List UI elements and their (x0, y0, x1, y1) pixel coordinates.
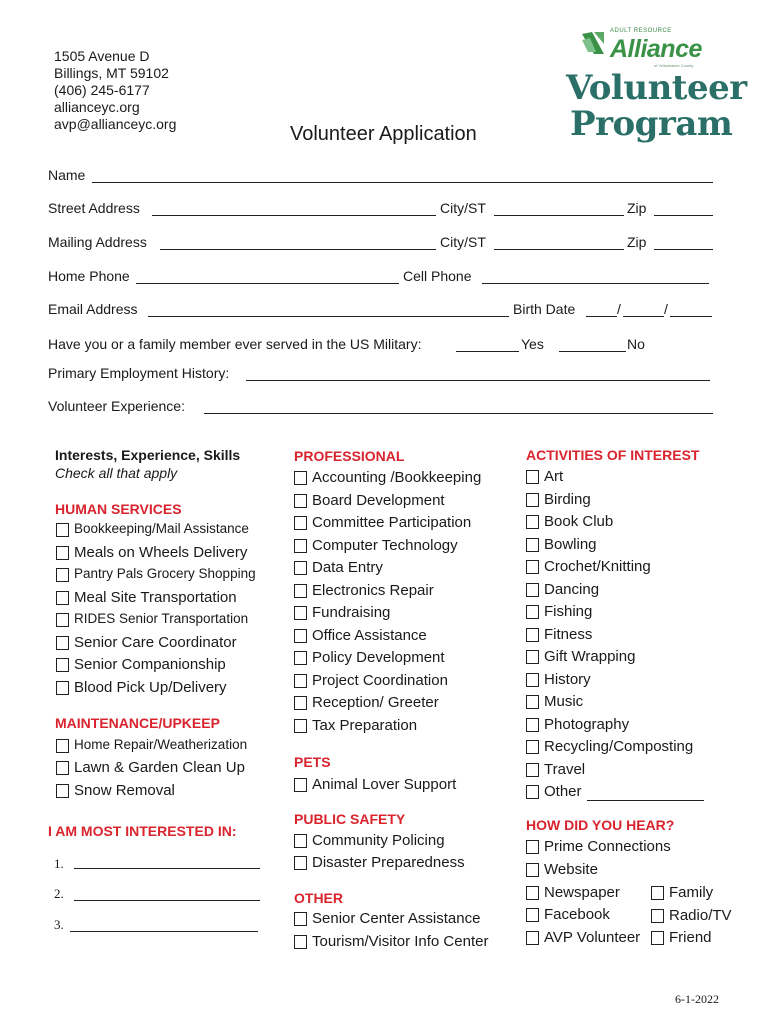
cell-phone-label: Cell Phone (403, 268, 472, 284)
birth-month-field[interactable] (586, 316, 617, 317)
checkbox-label: Friend (669, 929, 712, 946)
logo-tagline: of Yellowstone County (654, 63, 694, 68)
checkbox-label: Music (544, 693, 584, 710)
alliance-logo (566, 24, 747, 144)
checkbox-label: Community Policing (312, 832, 445, 849)
checkbox-label: Home Repair/Weatherization (74, 737, 248, 752)
city-st2-label: City/ST (440, 234, 486, 250)
email-field[interactable] (148, 316, 509, 317)
checkbox[interactable] (294, 629, 307, 643)
checkbox[interactable] (56, 546, 69, 560)
page-title: Volunteer Application (290, 123, 477, 145)
professional-heading: PROFESSIONAL (294, 448, 405, 464)
checkbox[interactable] (526, 886, 539, 900)
checkbox[interactable] (526, 931, 539, 945)
checkbox[interactable] (294, 696, 307, 710)
other-heading: OTHER (294, 890, 343, 906)
public-safety-heading: PUBLIC SAFETY (294, 811, 406, 827)
checkbox-label: Policy Development (312, 649, 445, 666)
checkbox[interactable] (526, 695, 539, 709)
logo-program-line2: Program (570, 104, 733, 144)
name-field[interactable] (92, 182, 713, 183)
checkbox-label: Facebook (544, 906, 610, 924)
checkbox-label: Fishing (544, 603, 593, 620)
maintenance-heading: MAINTENANCE/UPKEEP (55, 715, 220, 731)
checkbox-label: Radio/TV (669, 906, 732, 924)
checkbox[interactable] (651, 931, 664, 945)
contact-address-line1: 1505 Avenue D (54, 48, 150, 64)
checkbox-label: Website (544, 860, 598, 878)
checkbox-label: Computer Technology (312, 536, 458, 554)
checkbox-label: Fitness (544, 625, 593, 643)
interest-1-label: 1. (54, 856, 64, 871)
checkbox[interactable] (526, 650, 539, 664)
zip-field[interactable] (654, 215, 713, 216)
name-label: Name (48, 167, 86, 183)
checkbox-label: Tax Preparation (312, 716, 418, 734)
interest-2-label: 2. (54, 886, 64, 901)
email-label: Email Address (48, 301, 138, 317)
interests-heading: Interests, Experience, Skills (55, 447, 241, 463)
checkbox[interactable] (526, 538, 539, 552)
checkbox[interactable] (56, 591, 69, 605)
birth-year-field[interactable] (670, 316, 712, 317)
contact-info (54, 48, 176, 133)
checkbox-label: Senior Companionship (74, 656, 226, 673)
checkbox[interactable] (526, 493, 539, 507)
checkbox[interactable] (294, 856, 307, 870)
checkbox-label: Travel (544, 760, 586, 778)
checkbox-label: Birding (544, 490, 591, 508)
checkbox[interactable] (294, 584, 307, 598)
checkbox-label: Book Club (544, 513, 614, 530)
checkbox-label: Senior Center Assistance (312, 910, 481, 927)
military-no-field[interactable] (559, 351, 626, 352)
experience-label: Volunteer Experience: (48, 398, 185, 414)
interest-2-field[interactable] (74, 900, 260, 901)
human-services-heading: HUMAN SERVICES (55, 501, 182, 517)
military-no-label: No (627, 336, 645, 352)
checkbox-label: Project Coordination (312, 671, 448, 689)
checkbox[interactable] (526, 628, 539, 642)
checkbox[interactable] (56, 523, 69, 537)
checkbox-label: Recycling/Composting (544, 738, 694, 755)
checkbox[interactable] (526, 673, 539, 687)
birth-day-field[interactable] (623, 316, 664, 317)
date-sep-1: / (617, 301, 621, 317)
birth-date-label: Birth Date (513, 301, 576, 317)
leaf-icon (580, 30, 606, 56)
checkbox-label: RIDES Senior Transportation (74, 611, 249, 626)
checkbox-label: Meal Site Transportation (74, 588, 237, 606)
checkbox[interactable] (294, 834, 307, 848)
interest-1-field[interactable] (74, 868, 260, 869)
checkbox[interactable] (294, 494, 307, 508)
checkbox[interactable] (526, 470, 539, 484)
checkbox[interactable] (294, 471, 307, 485)
cell-phone-field[interactable] (482, 283, 709, 284)
checkbox-label: Bookkeeping/Mail Assistance (74, 521, 249, 536)
checkbox-label: Photography (544, 715, 630, 733)
checkbox-label: Tourism/Visitor Info Center (312, 933, 489, 950)
checkbox[interactable] (294, 778, 307, 792)
checkbox[interactable] (651, 909, 664, 923)
city-st-label: City/ST (440, 200, 486, 216)
contact-email: avp@allianceyc.org (54, 116, 177, 132)
military-question: Have you or a family member ever served in the US Military: (48, 336, 422, 352)
mailing-field[interactable] (160, 249, 436, 250)
checkbox[interactable] (294, 651, 307, 665)
military-yes-field[interactable] (456, 351, 519, 352)
city-st2-field[interactable] (494, 249, 624, 250)
checkbox-label: Gift Wrapping (544, 648, 636, 665)
zip2-field[interactable] (654, 249, 713, 250)
checkbox-label: Pantry Pals Grocery Shopping (74, 566, 256, 581)
checkbox-label: Accounting /Bookkeeping (312, 469, 482, 486)
checkbox-label: Prime Connections (544, 838, 671, 855)
checkbox[interactable] (526, 740, 539, 754)
checkbox[interactable] (56, 784, 69, 798)
checkbox[interactable] (56, 761, 69, 775)
pets-heading: PETS (294, 754, 331, 770)
checkbox[interactable] (651, 886, 664, 900)
checkbox-label: Fundraising (312, 604, 391, 621)
logo-brand: Alliance (610, 35, 702, 63)
interest-3-field[interactable] (70, 931, 258, 932)
employment-field[interactable] (246, 380, 710, 381)
zip2-label: Zip (627, 234, 647, 250)
revision-date: 6-1-2022 (675, 992, 719, 1006)
checkbox-label: AVP Volunteer (544, 929, 641, 947)
date-sep-2: / (664, 301, 668, 317)
checkbox[interactable] (56, 636, 69, 650)
checkbox[interactable] (56, 681, 69, 695)
checkbox[interactable] (56, 658, 69, 672)
checkbox[interactable] (294, 719, 307, 733)
street-field[interactable] (152, 215, 436, 216)
checkbox[interactable] (56, 613, 69, 627)
checkbox-label: Office Assistance (312, 626, 427, 644)
checkbox[interactable] (294, 912, 307, 926)
checkbox-label: Reception/ Greeter (312, 694, 439, 711)
mailing-label: Mailing Address (48, 234, 147, 250)
most-interested-heading: I AM MOST INTERESTED IN: (48, 823, 237, 839)
checkbox-label: Disaster Preparedness (312, 854, 465, 871)
checkbox-label: Other (544, 783, 582, 800)
checkbox[interactable] (526, 763, 539, 777)
checkbox[interactable] (294, 935, 307, 949)
checkbox-label: History (544, 670, 591, 688)
checkbox-label: Board Development (312, 491, 445, 509)
checkbox-label: Blood Pick Up/Delivery (74, 678, 227, 696)
checkbox[interactable] (526, 583, 539, 597)
checkbox[interactable] (294, 539, 307, 553)
checkbox[interactable] (294, 516, 307, 530)
city-st-field[interactable] (494, 215, 624, 216)
checkbox[interactable] (294, 674, 307, 688)
street-label: Street Address (48, 200, 140, 216)
checkbox-label: Data Entry (312, 559, 383, 576)
checkbox-label: Senior Care Coordinator (74, 633, 237, 651)
interest-3-label: 3. (54, 917, 64, 932)
checkbox[interactable] (526, 785, 539, 799)
contact-website: allianceyc.org (54, 99, 140, 115)
interests-subheading: Check all that apply (55, 465, 178, 481)
checkbox-label: Animal Lover Support (312, 776, 457, 793)
checkbox-label: Newspaper (544, 883, 620, 901)
checkbox[interactable] (56, 568, 69, 582)
checkbox-label: Snow Removal (74, 781, 175, 799)
home-phone-field[interactable] (136, 283, 399, 284)
home-phone-label: Home Phone (48, 268, 130, 284)
logo-small-text: ADULT RESOURCE (610, 28, 672, 34)
checkbox-label: Bowling (544, 535, 597, 553)
checkbox[interactable] (526, 515, 539, 529)
checkbox[interactable] (56, 739, 69, 753)
activity-other-field[interactable] (587, 800, 704, 801)
checkbox-label: Crochet/Knitting (544, 558, 651, 575)
checkbox[interactable] (526, 908, 539, 922)
checkbox-label: Family (669, 884, 714, 901)
checkbox-label: Lawn & Garden Clean Up (74, 759, 245, 777)
hear-heading: HOW DID YOU HEAR? (526, 817, 675, 833)
checkbox-label: Art (544, 468, 564, 485)
experience-field[interactable] (204, 413, 713, 414)
checkbox[interactable] (526, 840, 539, 854)
checkbox-label: Dancing (544, 580, 600, 598)
checkbox[interactable] (294, 561, 307, 575)
activities-heading: ACTIVITIES OF INTEREST (526, 447, 700, 463)
military-yes-label: Yes (521, 336, 544, 352)
checkbox[interactable] (526, 560, 539, 574)
contact-address-line2: Billings, MT 59102 (54, 65, 169, 81)
checkbox-label: Meals on Wheels Delivery (74, 543, 248, 561)
checkbox-label: Committee Participation (312, 514, 472, 531)
employment-label: Primary Employment History: (48, 365, 230, 381)
checkbox[interactable] (526, 718, 539, 732)
checkbox-label: Electronics Repair (312, 581, 434, 599)
checkbox[interactable] (294, 606, 307, 620)
contact-phone: (406) 245-6177 (54, 82, 150, 98)
zip-label: Zip (627, 200, 647, 216)
checkbox[interactable] (526, 605, 539, 619)
checkbox[interactable] (526, 863, 539, 877)
logo-program-line1: Volunteer (566, 68, 747, 108)
